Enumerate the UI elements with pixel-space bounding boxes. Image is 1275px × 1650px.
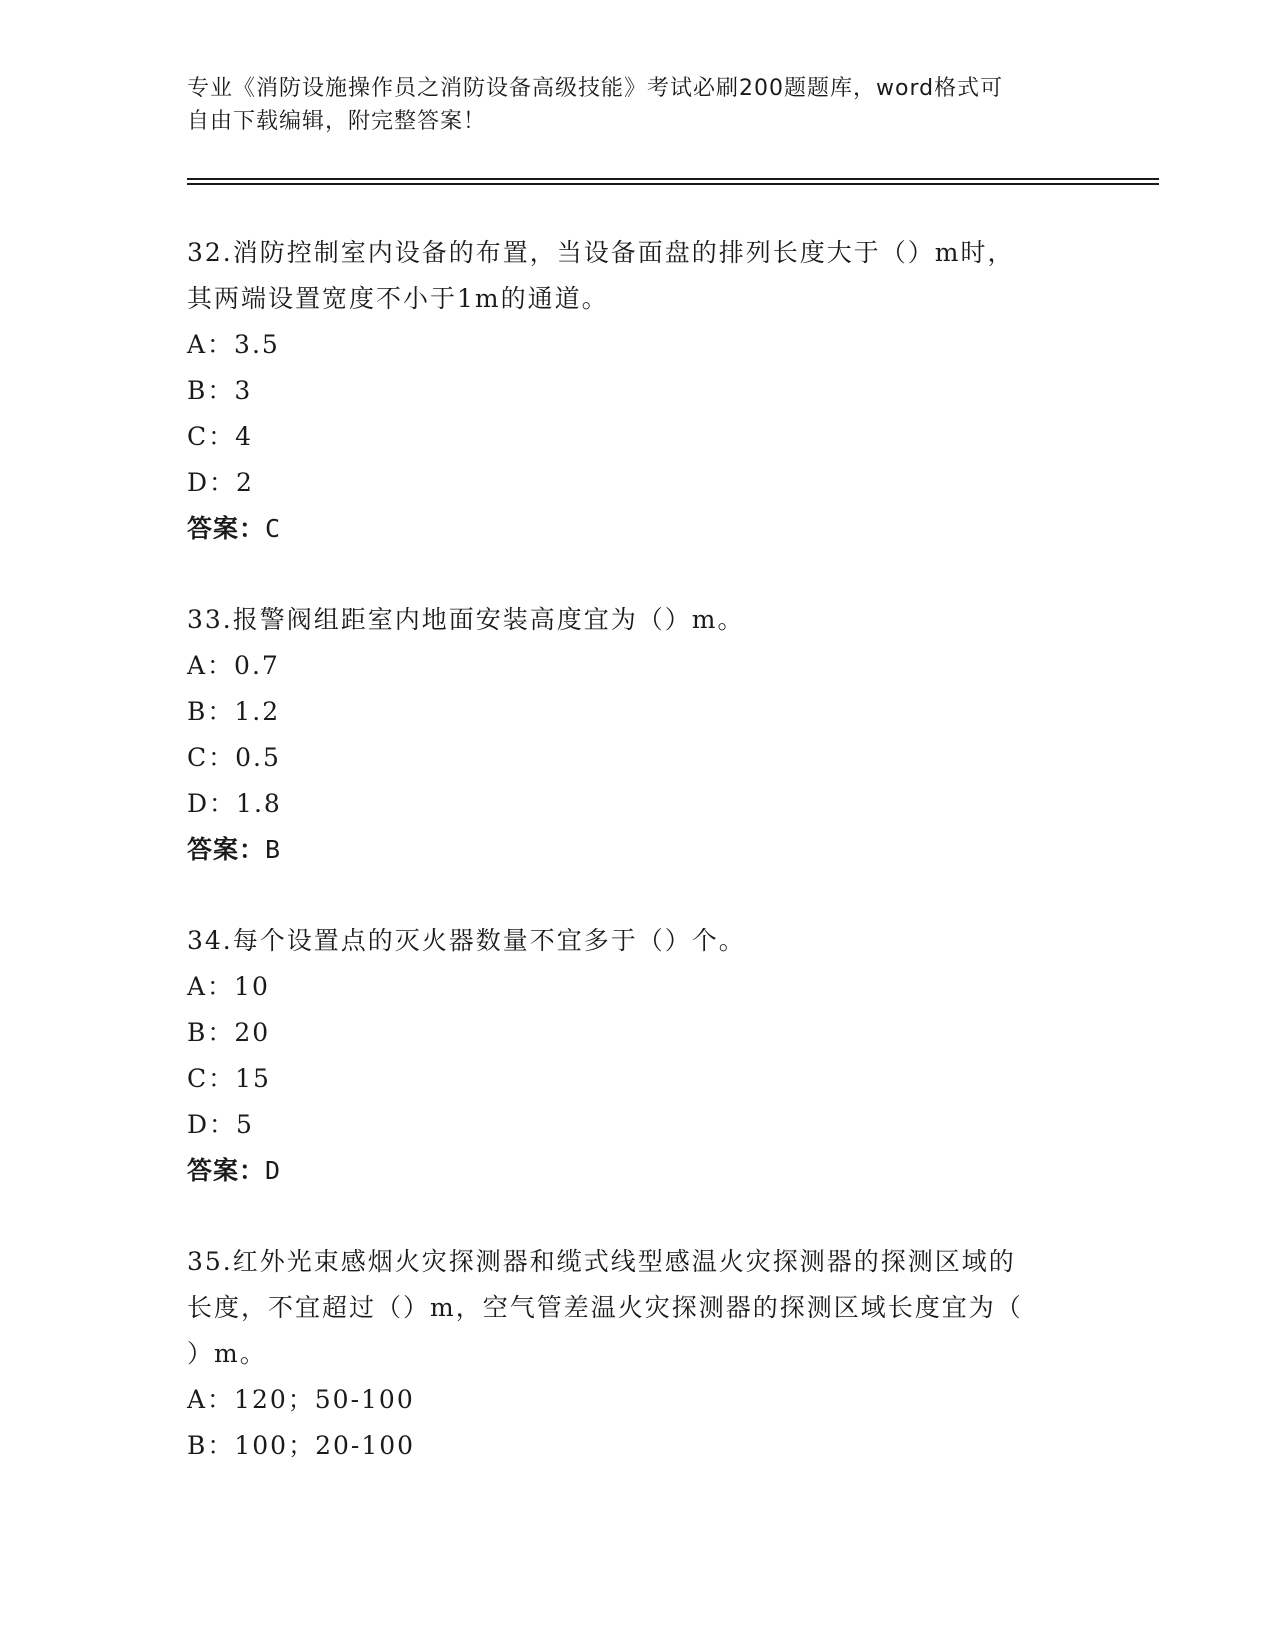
question-34 bbox=[187, 918, 1087, 1194]
question-text bbox=[187, 1239, 1087, 1377]
header-line-2: 自由下载编辑，附完整答案！ bbox=[187, 109, 487, 134]
header-divider-top bbox=[187, 178, 1159, 180]
answer-value: D bbox=[265, 1156, 282, 1185]
option-a: A：0.7 bbox=[187, 651, 280, 680]
question-text bbox=[187, 918, 1087, 964]
option-d: D：1.8 bbox=[187, 789, 282, 818]
option-c: C：15 bbox=[187, 1064, 271, 1093]
question-text-line: 35.红外光束感烟火灾探测器和缆式线型感温火灾探测器的探测区域的 bbox=[187, 1247, 1016, 1276]
option-c: C：4 bbox=[187, 422, 254, 451]
option-b: B：3 bbox=[187, 376, 253, 405]
option-d: D：2 bbox=[187, 468, 254, 497]
answer bbox=[187, 1148, 1087, 1194]
option-b: B：100；20-100 bbox=[187, 1431, 416, 1460]
option-b: B：20 bbox=[187, 1018, 271, 1047]
question-list bbox=[187, 230, 1087, 1514]
question-33 bbox=[187, 597, 1087, 873]
answer-value: C bbox=[265, 514, 282, 543]
question-text bbox=[187, 230, 1087, 322]
answer-label: 答案： bbox=[187, 835, 266, 864]
document-header bbox=[187, 72, 1087, 138]
option-a: A：3.5 bbox=[187, 330, 280, 359]
option-c: C：0.5 bbox=[187, 743, 281, 772]
answer bbox=[187, 506, 1087, 552]
option-a: A：10 bbox=[187, 972, 270, 1001]
question-32 bbox=[187, 230, 1087, 552]
answer-value: B bbox=[265, 835, 282, 864]
question-text bbox=[187, 597, 1087, 643]
question-text-line: 32.消防控制室内设备的布置，当设备面盘的排列长度大于（）m时， bbox=[187, 238, 1015, 267]
answer-label: 答案： bbox=[187, 1156, 266, 1185]
question-35 bbox=[187, 1239, 1087, 1469]
question-text-line: 33.报警阀组距室内地面安装高度宜为（）m。 bbox=[187, 605, 745, 634]
question-text-line: 其两端设置宽度不小于1m的通道。 bbox=[187, 284, 609, 313]
question-text-line: 34.每个设置点的灭火器数量不宜多于（）个。 bbox=[187, 926, 746, 955]
option-a: A：120；50-100 bbox=[187, 1385, 415, 1414]
header-divider-bottom bbox=[187, 183, 1159, 185]
option-d: D：5 bbox=[187, 1110, 254, 1139]
question-text-line: ）m。 bbox=[187, 1339, 267, 1368]
option-b: B：1.2 bbox=[187, 697, 281, 726]
answer-label: 答案： bbox=[187, 514, 266, 543]
answer bbox=[187, 827, 1087, 873]
header-line-1: 专业《消防设施操作员之消防设备高级技能》考试必刷200题题库，word格式可 bbox=[187, 76, 1004, 101]
question-text-line: 长度，不宜超过（）m，空气管差温火灾探测器的探测区域长度宜为（ bbox=[187, 1293, 1023, 1322]
